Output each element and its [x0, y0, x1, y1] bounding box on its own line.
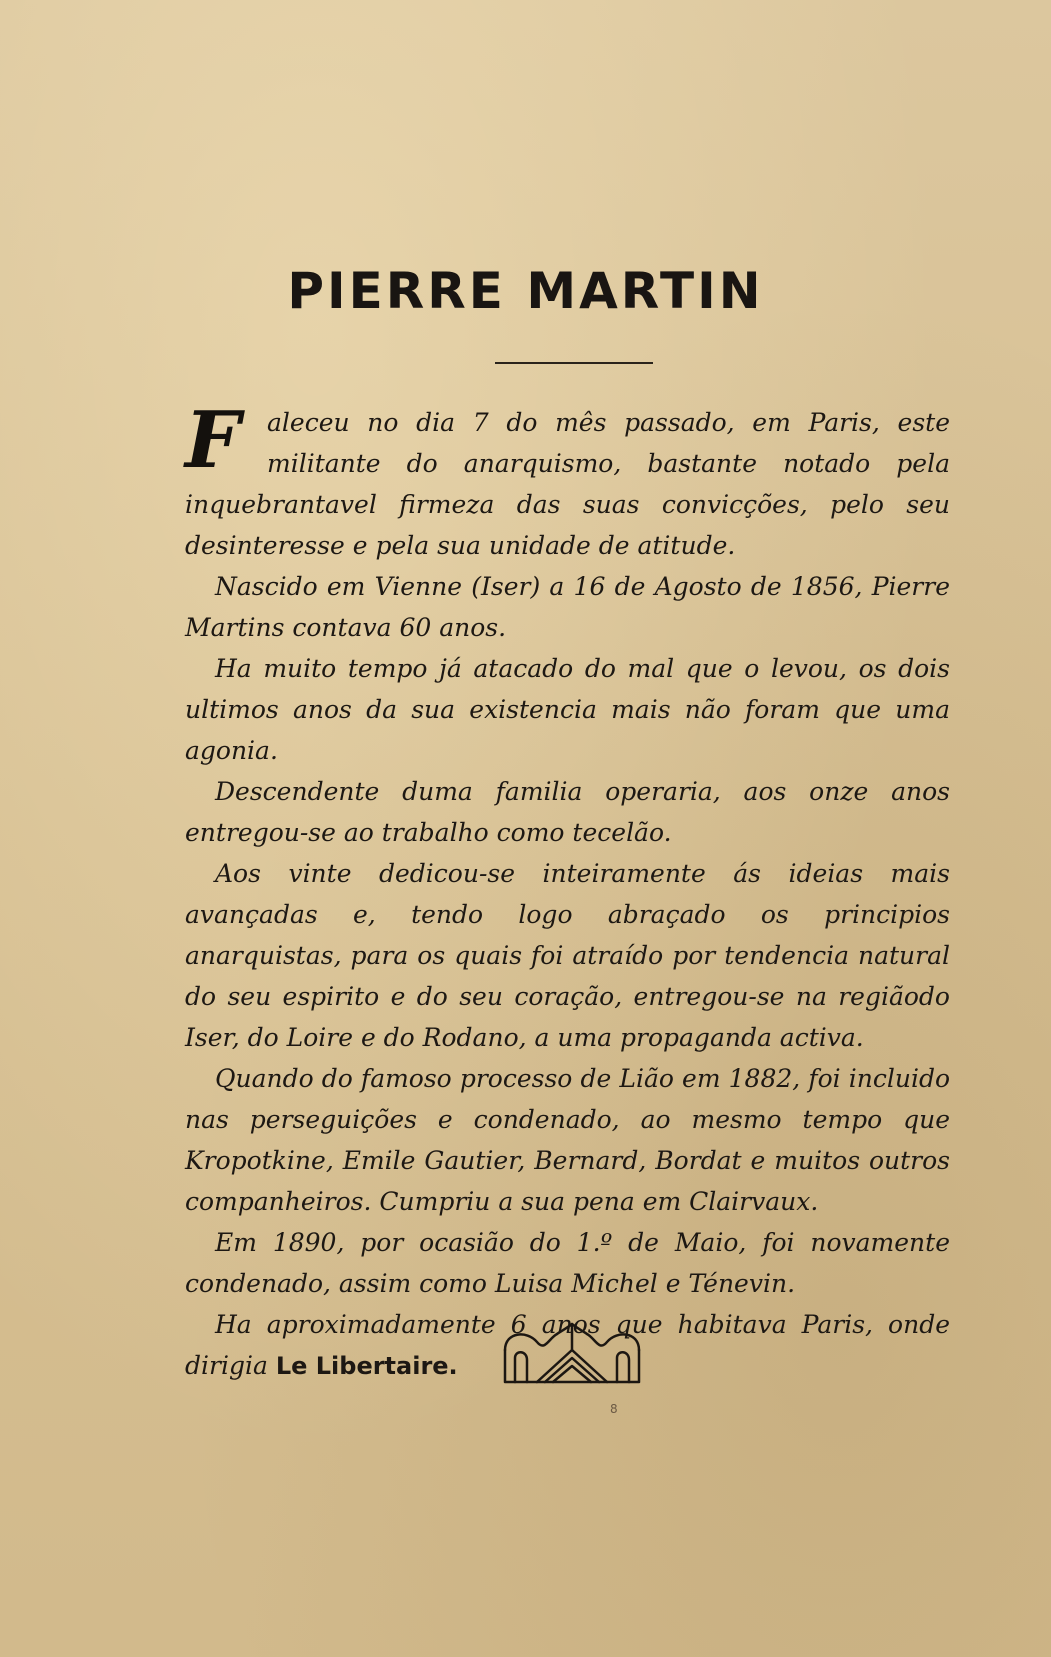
paragraph-8-text: Ha aproximadamente 6 anos que habitava Paris, onde dirigia — [185, 1310, 950, 1380]
article-title: PIERRE MARTIN — [287, 262, 764, 320]
paragraph-4: Descendente duma familia operaria, aos onze anos entregou-se ao trabalho como tecelão. — [185, 777, 950, 847]
journal-name: Le Libertaire. — [275, 1352, 458, 1380]
paragraph-5: Aos vinte dedicou-se inteiramente ás ideias mais avançadas e, tendo logo abraçado os principios anarquistas, para os quais foi atraído por tendencia natural do seu espirito e do seu coração, entregou-se na regiãodo Iser, do Loire e do Rodano, a uma propaganda activa. — [185, 859, 950, 1052]
paragraph-2: Nascido em Vienne (Iser) a 16 de Agosto de 1856, Pierre Martins contava 60 anos. — [185, 572, 950, 642]
art-nouveau-vignette-icon — [497, 1320, 647, 1386]
page-number: 8 — [610, 1402, 618, 1416]
title-divider — [495, 362, 653, 364]
paragraph-1-text: aleceu no dia 7 do mês passado, em Paris, este militante do anarquismo, bastante notado pela inquebrantavel firmeza das suas convicções, pelo seu desinteresse e pela sua unidade de atitude. — [185, 408, 950, 560]
paragraph-6: Quando do famoso processo de Lião em 1882, foi incluido nas perseguições e condenado, ao mesmo tempo que Kropotkine, Emile Gautier, Bernard, Bordat e muitos outros companheiros. Cumpriu a sua pena em Clairvaux. — [185, 1064, 950, 1216]
article-body — [185, 395, 950, 1387]
drop-cap: F — [185, 395, 241, 486]
paragraph-3: Ha muito tempo já atacado do mal que o levou, os dois ultimos anos da sua existencia mais não foram que uma agonia. — [185, 654, 950, 765]
paragraph-1 — [185, 395, 950, 566]
paragraph-7: Em 1890, por ocasião do 1.º de Maio, foi novamente condenado, assim como Luisa Michel e Ténevin. — [185, 1228, 950, 1298]
